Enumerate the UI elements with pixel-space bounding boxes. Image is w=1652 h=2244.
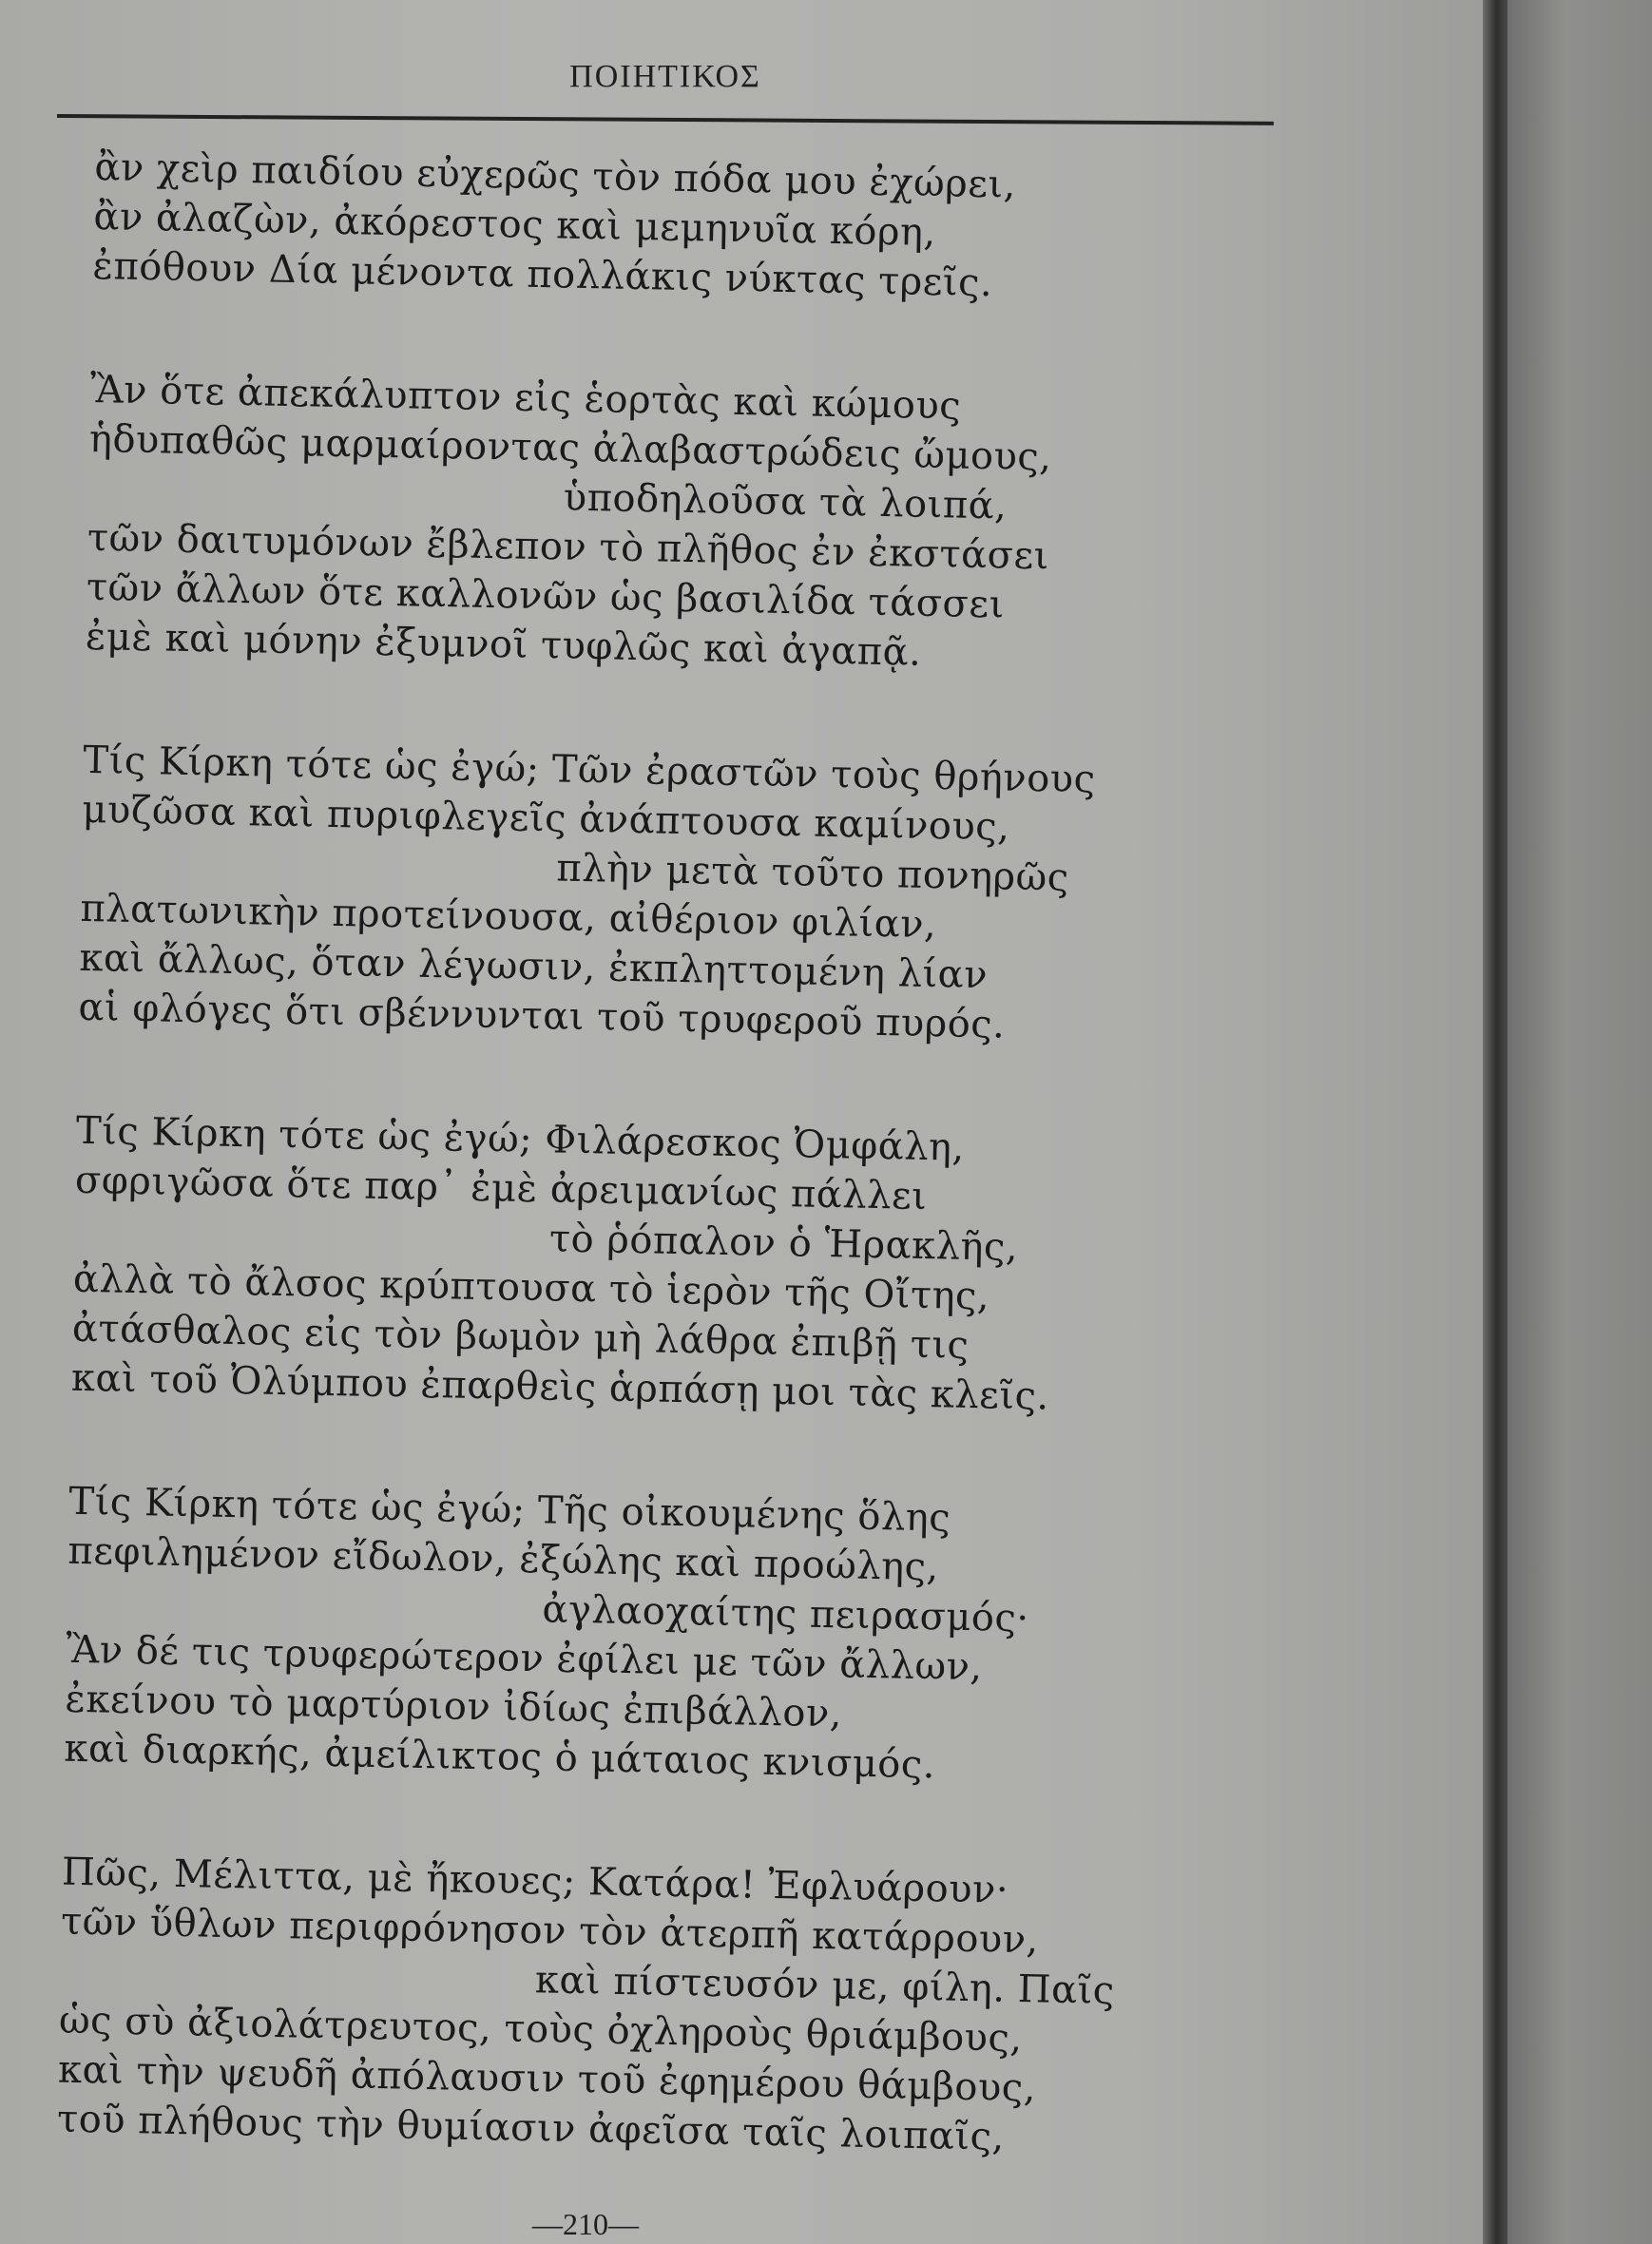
- verse-line: αἱ φλόγες ὅτι σβέννυνται τοῦ τρυφεροῦ πυρός.: [78, 985, 1006, 1047]
- verse-line: πεφιλημένον εἴδωλον, ἐξώλης καὶ προώλης,: [67, 1528, 940, 1590]
- stanza: [71, 1106, 1218, 1425]
- verse-line: τῶν δαιτυμόνων ἔβλεπον τὸ πλῆθος ἐν ἐκστάσει: [86, 515, 1050, 579]
- stanza: [86, 365, 1232, 683]
- book-gutter: [1483, 0, 1508, 2244]
- verse-line: Πῶς, Μέλιττα, μὲ ἤκουες; Κατάρα! Ἐφλυάρουν·: [61, 1850, 1009, 1912]
- header-rule: [57, 114, 1274, 125]
- verse-line: ἐκείνου τὸ μαρτύριον ἰδίως ἐπιβάλλον,: [65, 1677, 843, 1736]
- verse-line: σφριγῶσα ὅτε παρ᾽ ἐμὲ ἀρειμανίως πάλλει: [74, 1158, 928, 1219]
- facing-page-edge: [1508, 0, 1652, 2244]
- stanza: [64, 1477, 1210, 1795]
- poem-text: [55, 143, 1236, 2240]
- verse-line: ἐπόθουν Δία μένοντα πολλάκις νύκτας τρεῖς.: [92, 243, 993, 306]
- verse-line: ἡδυπαθῶς μαρμαίροντας ἀλαβαστρώδεις ὤμους,: [88, 416, 1052, 480]
- verse-line: Τίς Κίρκη τότε ὡς ἐγώ; Τῆς οἰκουμένης ὅλης: [68, 1479, 951, 1541]
- running-head: ΠΟΙΗΤΙΚΟΣ: [569, 59, 761, 94]
- verse-line: Τίς Κίρκη τότε ὡς ἐγώ; Φιλάρεσκος Ὀμφάλη,: [75, 1108, 966, 1170]
- verse-line: πλὴν μετὰ τοῦτο πονηρῶς: [555, 846, 1070, 900]
- verse-line: καὶ πίστευσόν με, φίλη. Παῖς: [534, 1958, 1116, 2013]
- verse-line: ὑποδηλοῦσα τὰ λοιπά,: [563, 475, 1008, 528]
- verse-line: τὸ ῥόπαλον ὁ Ἡρακλῆς,: [548, 1217, 1019, 1270]
- verse-line: ὡς σὺ ἀξιολάτρευτος, τοὺς ὀχληροὺς θριάμβους,: [58, 1998, 1024, 2062]
- verse-line: Ἂν ὅτε ἀπεκάλυπτον εἰς ἑορτὰς καὶ κώμους: [89, 367, 962, 429]
- verse-line: μυζῶσα καὶ πυριφλεγεῖς ἀνάπτουσα καμίνους,: [82, 787, 1010, 850]
- verse-line: καὶ ἄλλως, ὅταν λέγωσιν, ἐκπληττομένη λίαν: [79, 935, 989, 998]
- verse-line: ἀγλαοχαίτης πειρασμός·: [542, 1587, 1030, 1641]
- verse-line: τοῦ πλήθους τὴν θυμίασιν ἀφεῖσα ταῖς λοιπαῖς,: [56, 2097, 1006, 2159]
- verse-line: ἀλλὰ τὸ ἄλσος κρύπτουσα τὸ ἱερὸν τῆς Οἴτης,: [72, 1256, 990, 1319]
- verse-line: ἐμὲ καὶ μόνην ἐξυμνοῖ τυφλῶς καὶ ἀγαπᾷ.: [85, 614, 922, 675]
- stanza: [92, 143, 1236, 313]
- verse-line: καὶ τοῦ Ὀλύμπου ἐπαρθεὶς ἁρπάσῃ μοι τὰς κλεῖς.: [70, 1355, 1050, 1419]
- stanza: [57, 1848, 1203, 2166]
- verse-line: τῶν ὕθλων περιφρόνησον τὸν ἀτερπῆ κατάρρουν,: [60, 1899, 1040, 1963]
- verse-line: Ἂν δέ τις τρυφερώτερον ἐφίλει με τῶν ἄλλων,: [66, 1627, 984, 1690]
- verse-line: ἂν χεὶρ παιδίου εὐχερῶς τὸν πόδα μου ἐχώρει,: [94, 144, 1017, 207]
- verse-line: καὶ διαρκής, ἀμείλικτος ὁ μάταιος κνισμός.: [64, 1726, 936, 1788]
- verse-line: πλατωνικὴν προτείνουσα, αἰθέριον φιλίαν,: [80, 886, 937, 948]
- stanza: [78, 736, 1224, 1054]
- verse-line: ἂν ἀλαζὼν, ἀκόρεστος καὶ μεμηνυῖα κόρη,: [93, 194, 937, 255]
- page-number: —210—: [532, 2207, 639, 2241]
- verse-line: Τίς Κίρκη τότε ὡς ἐγώ; Τῶν ἐραστῶν τοὺς θρήνους: [83, 738, 1096, 802]
- verse-line: τῶν ἄλλων ὅτε καλλονῶν ὡς βασιλίδα τάσσει: [86, 565, 1006, 627]
- verse-line: ἀτάσθαλος εἰς τὸν βωμὸν μὴ λάθρα ἐπιβῇ τις: [71, 1306, 970, 1368]
- verse-line: καὶ τὴν ψευδῆ ἀπόλαυσιν τοῦ ἐφημέρου θάμβους,: [57, 2047, 1037, 2111]
